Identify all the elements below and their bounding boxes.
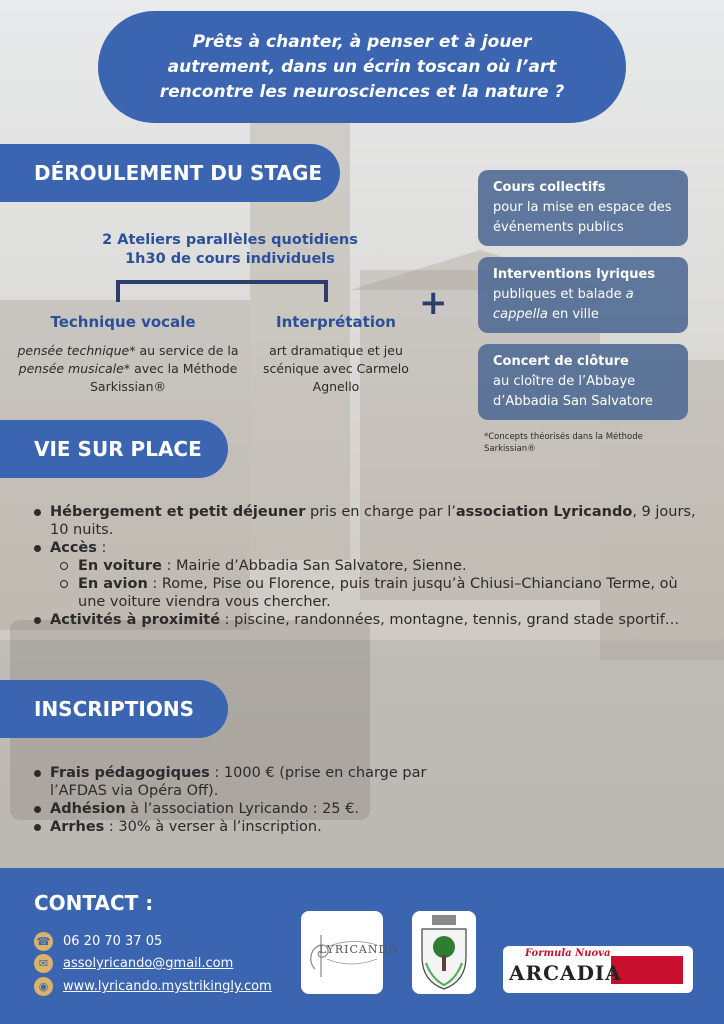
formula-nuova-arcadia-logo	[503, 946, 693, 993]
coat-of-arms-icon	[412, 911, 476, 994]
hero-text: Prêts à chanter, à penser et à jouer autrement, dans un écrin toscan où l’art rencontre les neurosciences et la nature ?	[159, 31, 565, 102]
card-text: publiques et balade	[493, 287, 626, 302]
lyricando-logo	[301, 911, 399, 994]
card-text: en ville	[547, 307, 599, 322]
list-item	[32, 611, 696, 629]
section-title: VIE SUR PLACE	[34, 437, 202, 461]
text-fragment: : piscine, randonnées, montagne, tennis, grand stade sportif…	[220, 612, 680, 628]
contact-website-row[interactable]	[34, 977, 272, 996]
bold-text: Activités à proximité	[50, 612, 221, 628]
list-item	[32, 503, 696, 539]
card-text: pour la mise en espace des événements publics	[493, 200, 672, 235]
email-link[interactable]: assolyricando@gmail.com	[63, 956, 234, 971]
bold-text: En avion	[78, 576, 148, 592]
text-fragment: : 1000 € (prise en charge par l’AFDAS via Opéra Off).	[50, 765, 427, 799]
inscriptions-list	[32, 764, 462, 836]
italic-term: pensée technique*	[17, 343, 136, 358]
email-icon: ✉	[34, 954, 53, 973]
phone-number[interactable]: 06 20 70 37 05	[63, 934, 163, 949]
logo-wordmark: ARCADIA	[509, 961, 622, 985]
interpretation-title: Interprétation	[276, 313, 396, 331]
list-subitem	[32, 575, 696, 611]
list-item	[32, 539, 696, 557]
card-title: Cours collectifs	[493, 180, 606, 195]
section-banner-vie	[0, 420, 228, 478]
text-fragment: à l’association Lyricando : 25 €.	[125, 801, 359, 817]
section-title: INSCRIPTIONS	[34, 697, 194, 721]
list-subitem	[32, 557, 696, 575]
bold-text: En voiture	[78, 558, 162, 574]
text-fragment: : Rome, Pise ou Florence, puis train jusqu’à Chiusi–Chianciano Terme, où une voiture viendra vous chercher.	[78, 576, 678, 610]
section-banner-inscriptions	[0, 680, 228, 738]
contact-phone-row[interactable]	[34, 932, 162, 951]
card-title: Interventions lyriques	[493, 267, 656, 282]
text-fragment: :	[96, 540, 107, 556]
text-fragment: : 30% à verser à l’inscription.	[104, 819, 322, 835]
municipal-crest-logo	[412, 911, 476, 994]
text-fragment: pris en charge par l’	[305, 504, 456, 520]
plus-icon: +	[419, 283, 448, 323]
italic-term: pensée musicale*	[18, 361, 131, 376]
hero-tagline	[98, 11, 626, 123]
ateliers-line1: 2 Ateliers parallèles quotidiens	[102, 232, 358, 248]
text-fragment: : Mairie d’Abbadia San Salvatore, Sienne.	[161, 558, 467, 574]
contact-email-row[interactable]	[34, 954, 233, 973]
card-interventions-lyriques	[478, 257, 688, 333]
lyricando-wordmark: LYRICANDO	[319, 943, 399, 956]
text-fragment: avec la Méthode Sarkissian®	[89, 361, 238, 394]
bold-text: association Lyricando	[455, 504, 633, 520]
bracket-connector	[116, 280, 328, 302]
section-title: DÉROULEMENT DU STAGE	[34, 161, 323, 185]
card-italic: a cappella	[493, 287, 634, 322]
bold-text: Accès	[50, 540, 97, 556]
text-fragment: au service de la	[135, 343, 239, 358]
text-fragment: , 9 jours, 10 nuits.	[50, 504, 696, 538]
interpretation-text: art dramatique et jeu scénique avec Carmelo Agnello	[263, 343, 409, 394]
list-item	[32, 800, 462, 818]
ateliers-line2: 1h30 de cours individuels	[125, 251, 335, 267]
bold-text: Arrhes	[50, 819, 105, 835]
phone-icon: ☎	[34, 932, 53, 951]
bold-text: Frais pédagogiques	[50, 765, 210, 781]
section-banner-deroulement	[0, 144, 340, 202]
footnote: *Concepts théorisés dans la Méthode Sarkissian®	[484, 432, 643, 454]
card-cours-collectifs	[478, 170, 688, 246]
website-link[interactable]: www.lyricando.mystrikingly.com	[63, 979, 272, 994]
list-item	[32, 764, 462, 800]
card-title: Concert de clôture	[493, 354, 629, 369]
globe-icon: ◉	[34, 977, 53, 996]
logo-subtitle: Formula Nuova	[525, 948, 611, 959]
technique-vocale-title: Technique vocale	[50, 313, 196, 331]
bold-text: Adhésion	[50, 801, 126, 817]
vie-list	[32, 503, 696, 629]
ateliers-heading	[70, 231, 390, 269]
contact-title: CONTACT :	[34, 891, 154, 915]
bold-text: Hébergement et petit déjeuner	[50, 504, 306, 520]
card-text: au cloître de l’Abbaye d’Abbadia San Salvatore	[493, 374, 653, 409]
card-concert-cloture	[478, 344, 688, 420]
list-item	[32, 818, 462, 836]
technique-vocale-text	[8, 342, 248, 396]
